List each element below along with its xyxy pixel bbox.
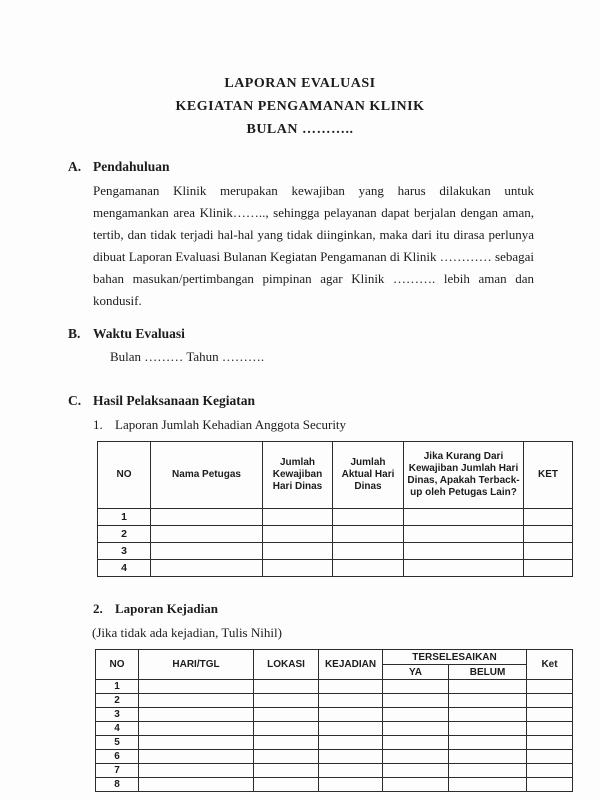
incident-col-header-terselesaikan: TERSELESAIKAN [383,650,527,665]
empty-cell [139,778,254,792]
incident-table [95,649,573,792]
empty-cell [263,526,333,543]
empty-cell [383,680,449,694]
empty-cell [449,764,527,778]
empty-cell [139,750,254,764]
empty-cell [404,526,524,543]
document-title [0,0,600,141]
incident-col-header-ket: Ket [527,650,573,680]
item-2-number: 2. [93,601,103,616]
empty-cell [383,764,449,778]
table-row [98,526,573,543]
empty-cell [319,722,383,736]
table-row [98,543,573,560]
empty-cell [254,722,319,736]
empty-cell [333,526,404,543]
empty-cell [449,736,527,750]
empty-cell [319,694,383,708]
attendance-header-row [98,442,573,509]
empty-cell [319,680,383,694]
section-c-title: Hasil Pelaksanaan Kegiatan [93,393,256,408]
section-a-letter: A. [68,159,82,174]
section-c-letter: C. [68,393,82,408]
empty-cell [527,736,573,750]
empty-cell [527,694,573,708]
incident-col-header-belum: BELUM [449,665,527,680]
section-a-heading [68,158,545,176]
empty-cell [139,722,254,736]
table-row [96,694,573,708]
row-number-cell: 5 [96,736,139,750]
empty-cell [449,708,527,722]
empty-cell [263,509,333,526]
empty-cell [524,543,573,560]
incident-col-header-kejadian: KEJADIAN [319,650,383,680]
empty-cell [524,560,573,577]
empty-cell [151,560,263,577]
section-b-letter: B. [68,326,81,341]
row-number-cell: 1 [98,509,151,526]
empty-cell [319,750,383,764]
item-1-number: 1. [93,417,103,432]
title-line-1: LAPORAN EVALUASI [224,76,376,91]
table-row [96,680,573,694]
row-number-cell: 3 [96,708,139,722]
row-number-cell: 4 [98,560,151,577]
row-number-cell: 3 [98,543,151,560]
attendance-col-header-ket: KET [524,442,573,509]
table-row [98,509,573,526]
empty-cell [383,708,449,722]
empty-cell [139,694,254,708]
empty-cell [383,694,449,708]
empty-cell [449,778,527,792]
empty-cell [139,736,254,750]
empty-cell [254,750,319,764]
attendance-col-header-kewajiban: Jumlah Kewajiban Hari Dinas [263,442,333,509]
empty-cell [151,509,263,526]
attendance-col-header-backup: Jika Kurang Dari Kewajiban Jumlah Hari Dinas, Apakah Terback-up oleh Petugas Lain? [404,442,524,509]
row-number-cell: 7 [96,764,139,778]
section-b-title: Waktu Evaluasi [93,326,185,341]
table-row [96,736,573,750]
empty-cell [527,708,573,722]
table-row [96,708,573,722]
incident-col-header-ya: YA [383,665,449,680]
empty-cell [333,543,404,560]
empty-cell [449,750,527,764]
incident-col-header-lokasi: LOKASI [254,650,319,680]
empty-cell [319,764,383,778]
table-row [98,560,573,577]
empty-cell [404,543,524,560]
empty-cell [263,560,333,577]
empty-cell [319,736,383,750]
empty-cell [333,560,404,577]
empty-cell [527,680,573,694]
empty-cell [449,694,527,708]
empty-cell [139,680,254,694]
table-row [96,750,573,764]
table-row [96,778,573,792]
attendance-col-header-no: NO [98,442,151,509]
empty-cell [139,764,254,778]
empty-cell [404,560,524,577]
empty-cell [404,509,524,526]
item-1-title: Laporan Jumlah Kehadian Anggota Security [115,417,347,432]
empty-cell [333,509,404,526]
item-2-heading [93,600,600,617]
row-number-cell: 1 [96,680,139,694]
incident-table-body [96,680,573,792]
empty-cell [263,543,333,560]
row-number-cell: 2 [96,694,139,708]
empty-cell [383,736,449,750]
incident-col-header-hari: HARI/TGL [139,650,254,680]
incident-col-header-no: NO [96,650,139,680]
empty-cell [383,750,449,764]
row-number-cell: 4 [96,722,139,736]
row-number-cell: 6 [96,750,139,764]
item-1-heading [93,416,600,433]
section-a-title: Pendahuluan [93,159,170,174]
empty-cell [139,708,254,722]
empty-cell [151,526,263,543]
empty-cell [383,722,449,736]
empty-cell [151,543,263,560]
empty-cell [254,764,319,778]
empty-cell [319,708,383,722]
empty-cell [254,680,319,694]
item-2-title: Laporan Kejadian [115,601,218,616]
empty-cell [524,509,573,526]
empty-cell [254,736,319,750]
incident-note: (Jika tidak ada kejadian, Tulis Nihil) [92,625,282,640]
attendance-col-header-aktual: Jumlah Aktual Hari Dinas [333,442,404,509]
title-line-2: KEGIATAN PENGAMANAN KLINIK [175,99,425,114]
empty-cell [524,526,573,543]
title-line-3: BULAN ……….. [246,122,354,137]
section-b-heading [68,325,545,343]
section-c-heading [68,392,545,410]
table-row [96,764,573,778]
empty-cell [254,694,319,708]
attendance-table [97,441,573,577]
incident-header-row-1 [96,650,573,665]
row-number-cell: 8 [96,778,139,792]
attendance-table-body [98,509,573,577]
table-row [96,722,573,736]
empty-cell [527,778,573,792]
empty-cell [527,764,573,778]
attendance-col-header-nama: Nama Petugas [151,442,263,509]
empty-cell [319,778,383,792]
empty-cell [527,722,573,736]
empty-cell [254,778,319,792]
evaluation-period-line: Bulan ……… Tahun ………. [110,349,265,364]
section-a-paragraph: Pengamanan Klinik merupakan kewajiban yang harus dilakukan untuk mengamankan area Klinik…….., sehingga pelayanan dapat berjalan dengan aman, tertib, dan tidak terjadi hal-hal yang tidak diinginkan, maka dari itu dirasa perlunya dibuat Laporan Evaluasi Bulanan Kegiatan Pengamanan di Klinik ………… sebagai bahan masukan/pertimbangan pimpinan agar Klinik ………. lebih aman dan kondusif. [93,183,534,308]
empty-cell [449,722,527,736]
empty-cell [449,680,527,694]
empty-cell [254,708,319,722]
empty-cell [383,778,449,792]
row-number-cell: 2 [98,526,151,543]
empty-cell [527,750,573,764]
